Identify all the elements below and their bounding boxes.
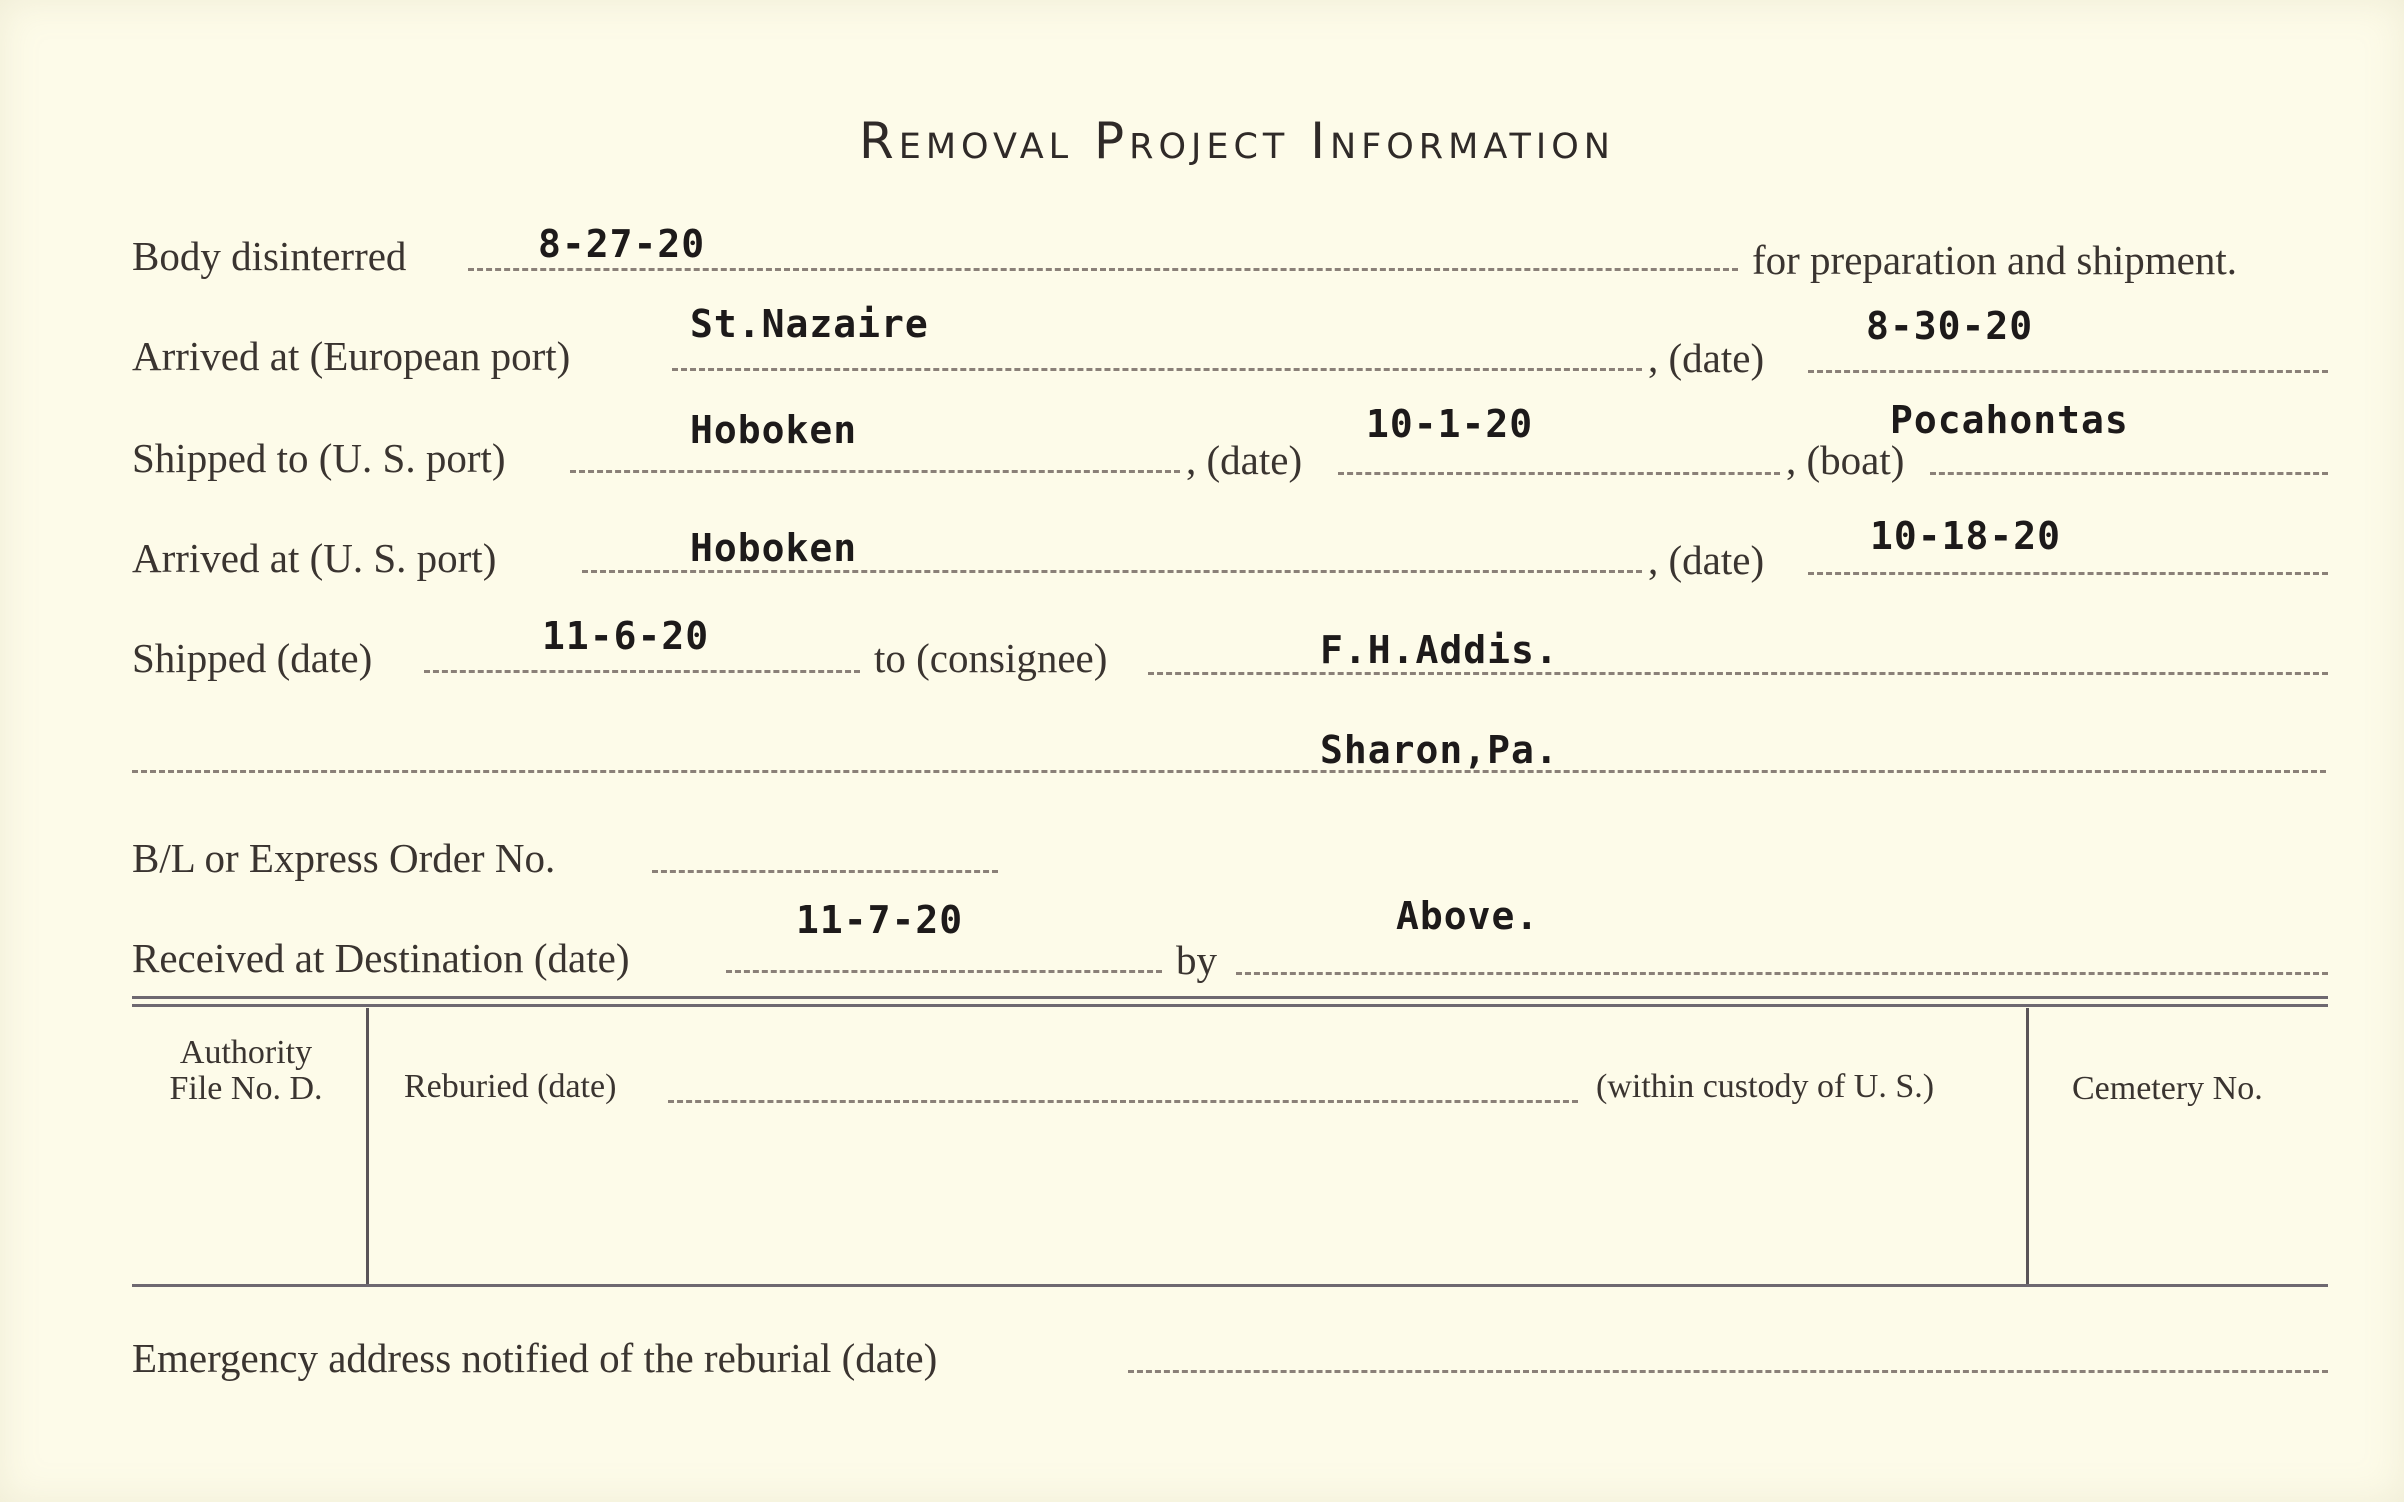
body-disinterred-label: Body disinterred [132, 233, 407, 279]
shipped-to-value: Hoboken [690, 408, 858, 452]
by-label: by [1176, 937, 1217, 983]
body-disinterred-suffix: for preparation and shipment. [1752, 237, 2238, 283]
emergency-label: Emergency address notified of the reburial (date) [132, 1335, 938, 1381]
column-divider-right [2026, 1008, 2029, 1284]
by-line [1236, 972, 2328, 975]
european-date-line [1808, 370, 2328, 373]
reburied-label: Reburied (date) [404, 1068, 617, 1105]
bl-label: B/L or Express Order No. [132, 835, 556, 881]
shipped-to-label: Shipped to (U. S. port) [132, 435, 506, 481]
european-port-line [672, 368, 1642, 371]
by-value: Above. [1396, 894, 1540, 938]
shipped-to-date-value: 10-1-20 [1366, 402, 1534, 446]
boat-label: , (boat) [1786, 437, 1905, 483]
arrived-us-value: Hoboken [690, 526, 858, 570]
shipped-date-value: 11-6-20 [542, 614, 710, 658]
boat-line [1930, 472, 2328, 475]
shipped-to-date-line [1338, 472, 1780, 475]
custody-label: (within custody of U. S.) [1596, 1068, 1935, 1105]
authority-label-line1: Authority [179, 1034, 313, 1071]
shipped-to-line [570, 470, 1180, 473]
column-divider-left [366, 1008, 369, 1284]
emergency-line [1128, 1370, 2328, 1373]
section-rule-bottom [132, 1284, 2328, 1287]
form-title: Removal Project Information [859, 112, 1615, 170]
body-disinterred-line [468, 268, 1738, 271]
boat-value: Pocahontas [1890, 398, 2129, 442]
consignee-line [1148, 672, 2328, 675]
reburied-line [668, 1100, 1578, 1103]
received-value: 11-7-20 [796, 898, 964, 942]
section-rule-top-2 [132, 1004, 2328, 1007]
authority-label-line2: File No. D. [169, 1070, 323, 1107]
european-port-value: St.Nazaire [690, 302, 929, 346]
consignee-value: F.H.Addis. [1320, 628, 1559, 672]
bl-line [652, 870, 998, 873]
consignee-label: to (consignee) [874, 635, 1108, 681]
european-date-label: , (date) [1648, 335, 1765, 381]
consignee-address-line [132, 770, 2326, 773]
shipped-date-line [424, 670, 860, 673]
received-label: Received at Destination (date) [132, 935, 630, 981]
arrived-us-line [582, 570, 1642, 573]
shipped-date-label: Shipped (date) [132, 635, 373, 681]
arrived-us-date-label: , (date) [1648, 537, 1765, 583]
arrived-us-label: Arrived at (U. S. port) [132, 535, 497, 581]
shipped-to-date-label: , (date) [1186, 437, 1303, 483]
european-date-value: 8-30-20 [1866, 304, 2034, 348]
arrived-us-date-line [1808, 572, 2328, 575]
arrived-us-date-value: 10-18-20 [1870, 514, 2062, 558]
european-port-label: Arrived at (European port) [132, 333, 571, 379]
consignee-address-value: Sharon,Pa. [1320, 728, 1559, 772]
cemetery-label: Cemetery No. [2072, 1070, 2263, 1107]
received-line [726, 970, 1162, 973]
section-rule-top [132, 996, 2328, 999]
body-disinterred-value: 8-27-20 [538, 222, 706, 266]
